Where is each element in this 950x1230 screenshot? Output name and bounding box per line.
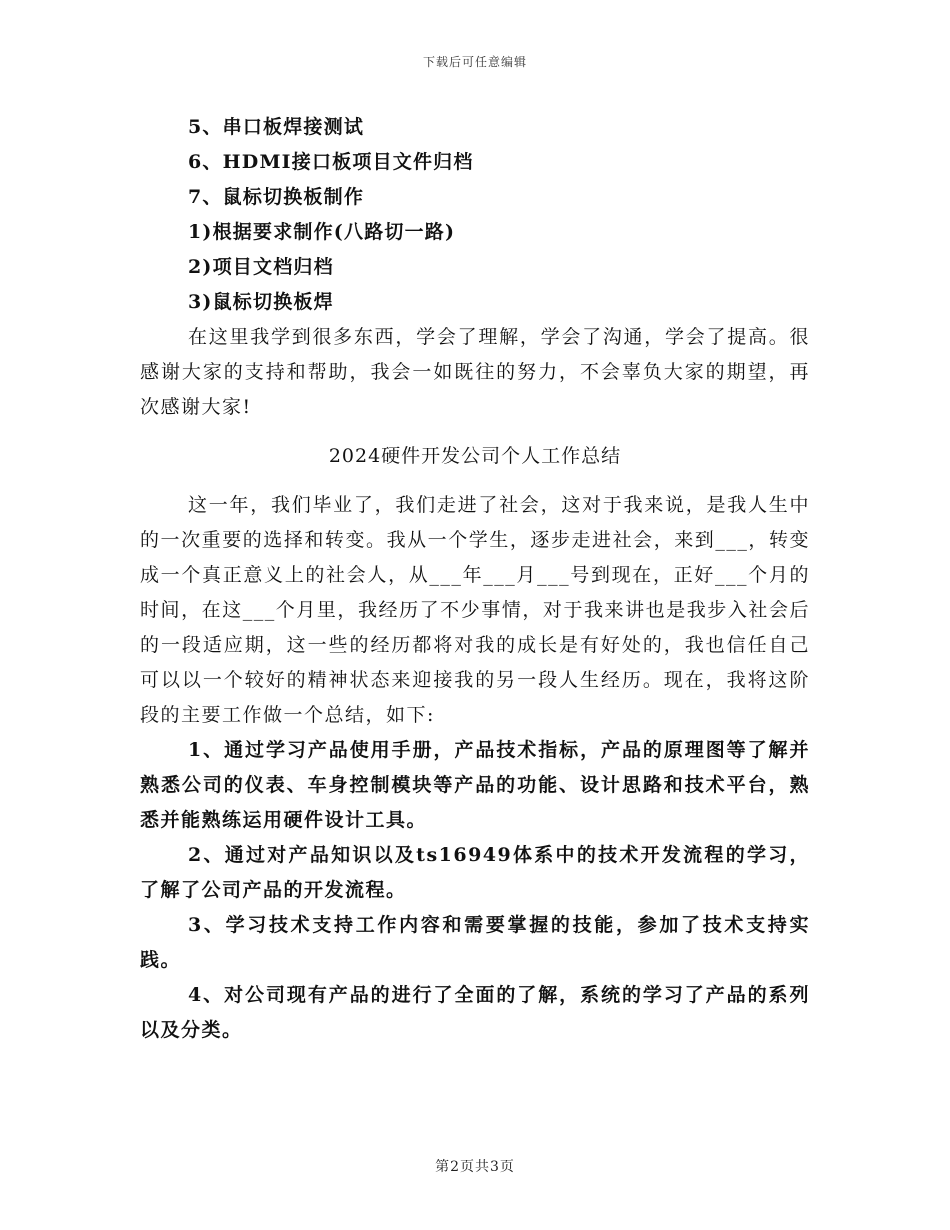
section-title: 2024硬件开发公司个人工作总结 <box>328 445 622 467</box>
summary-item: 1、通过学习产品使用手册，产品技术指标，产品的原理图等了解并熟悉公司的仪表、车身控制模块等产品的功能、设计思路和技术平台，熟悉并能熟练运用硬件设计工具。 <box>140 739 810 831</box>
header-note: 下载后可任意编辑 <box>422 55 527 69</box>
summary-item: 2、通过对产品知识以及ts16949体系中的技术开发流程的学习，了解了公司产品的开发流程。 <box>140 844 810 901</box>
list-item: 7、鼠标切换板制作 <box>188 186 365 208</box>
list-item: 5、串口板焊接测试 <box>188 116 365 138</box>
list-item: 6、HDMI接口板项目文件归档 <box>188 151 474 173</box>
list-item: 2)项目文档归档 <box>188 256 334 278</box>
closing-paragraph: 在这里我学到很多东西，学会了理解，学会了沟通，学会了提高。很感谢大家的支持和帮助，我会一如既往的努力，不会辜负大家的期望，再次感谢大家! <box>140 326 810 418</box>
document-body <box>140 110 810 1048</box>
intro-paragraph: 这一年，我们毕业了，我们走进了社会，这对于我来说，是我人生中的一次重要的选择和转变。我从一个学生，逐步走进社会，来到___，转变成一个真正意义上的社会人，从___年___月___号到现在，正好___个月的时间，在这___个月里，我经历了不少事情，对于我来讲也是我步入社会后的一段适应期，这一些的经历都将对我的成长是有好处的，我也信任自己可以以一个较好的精神状态来迎接我的另一段人生经历。现在，我将这阶段的主要工作做一个总结，如下: <box>140 494 810 726</box>
summary-item: 4、对公司现有产品的进行了全面的了解，系统的学习了产品的系列以及分类。 <box>140 984 810 1041</box>
summary-item: 3、学习技术支持工作内容和需要掌握的技能，参加了技术支持实践。 <box>140 914 810 971</box>
list-item: 1)根据要求制作(八路切一路) <box>188 221 456 243</box>
page-number: 第2页共3页 <box>435 1159 515 1175</box>
list-item: 3)鼠标切换板焊 <box>188 291 334 313</box>
